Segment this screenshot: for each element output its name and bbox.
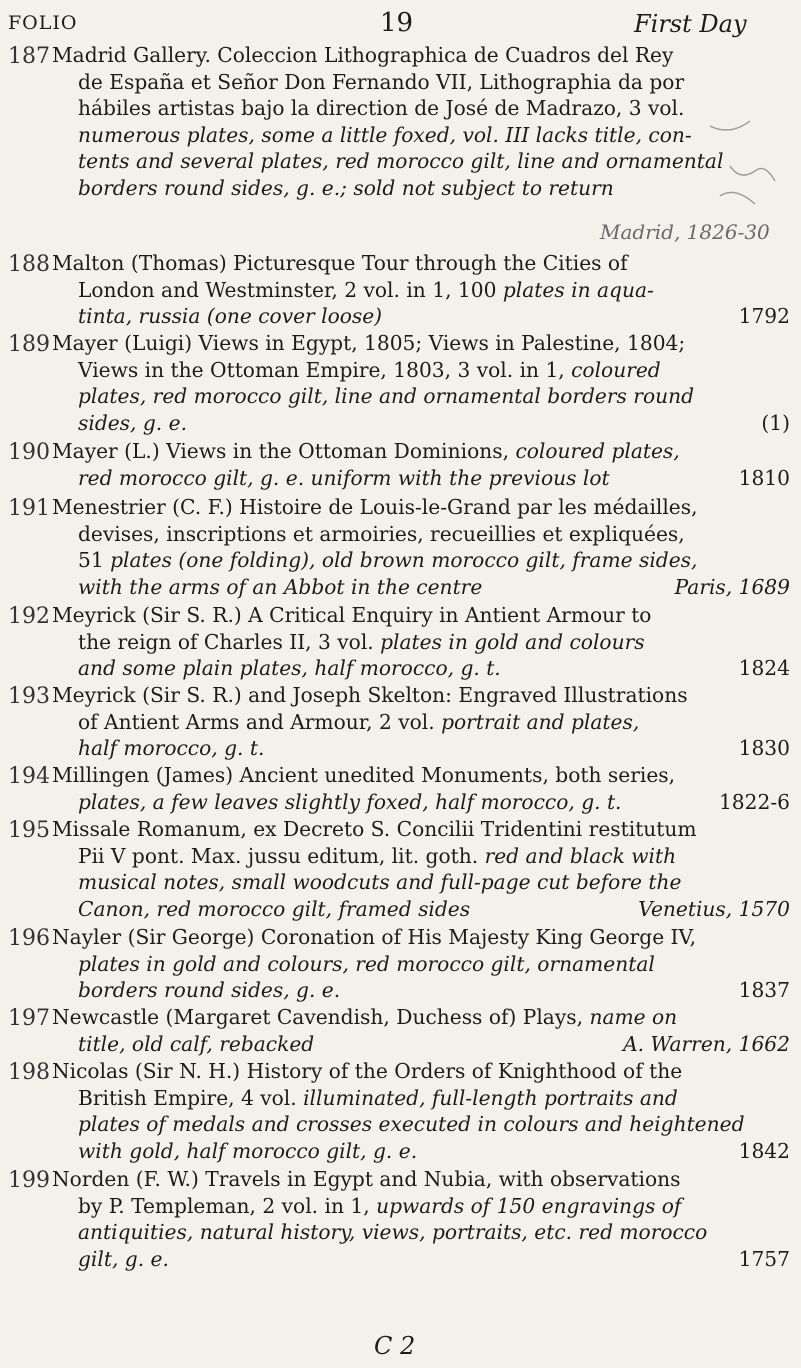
lot-imprint: Paris, 1689	[674, 574, 790, 599]
lot-description: Norden (F. W.) Travels in Egypt and Nubia, with observations by P. Templeman, 2 vol. in 1, upwards of 150 engravings of antiquities, natural history, views, portraits, etc. red morocco gilt, g. e. 1757	[52, 1167, 790, 1271]
page-number: 19	[380, 8, 414, 38]
lot-description: Madrid Gallery. Coleccion Lithographica de Cuadros del Rey de España et Señor Don Fernando VII, Lithographia da por hábiles artistas bajo la direction de José de Madrazo, 3 vol. numerous plates, some a little foxed, vol. III lacks title, con- tents and several plates, red morocco gilt, line and ornamental borders round sides, g. e.; sold not subject to return	[52, 43, 724, 200]
lot-description: Mayer (L.) Views in the Ottoman Dominions, coloured plates, red morocco gilt, g. e. uniform with the previous lot 1810	[52, 439, 790, 490]
handwritten-imprint: Madrid, 1826-30	[600, 220, 770, 244]
lot-number: 187	[8, 44, 50, 69]
lot-number: 198	[8, 1060, 50, 1085]
folio-label: FOLIO	[8, 12, 78, 34]
lot-number: 192	[8, 604, 50, 629]
page-header	[0, 8, 801, 38]
lot-date: 1792	[738, 304, 790, 328]
lot-date: 1757	[738, 1246, 790, 1271]
lot-description: Meyrick (Sir S. R.) A Critical Enquiry in Antient Armour to the reign of Charles II, 3 vol. plates in gold and colours and some plain plates, half morocco, g. t. 1824	[52, 603, 790, 680]
lot-date: (1)	[761, 410, 790, 435]
pencil-scribble-icon	[700, 106, 790, 246]
lot-description: Menestrier (C. F.) Histoire de Louis-le-Grand par les médailles, devises, inscriptions et armoiries, recueillies et expliquées, 51 plates (one folding), old brown morocco gilt, frame sides, with the arms of an Abbot in the centre Paris, 1689	[52, 495, 790, 599]
lot-date: 1842	[738, 1138, 790, 1163]
lot-date: 1830	[738, 736, 790, 760]
signature-mark: C 2	[374, 1332, 416, 1360]
lot-description: Malton (Thomas) Picturesque Tour through the Cities of London and Westminster, 2 vol. in 1, 100 plates in aqua- tinta, russia (one cover loose) 1792	[52, 251, 790, 328]
lot-description: Newcastle (Margaret Cavendish, Duchess of) Plays, name on title, old calf, rebacked A. Warren, 1662	[52, 1005, 790, 1056]
lot-date: 1810	[738, 465, 790, 490]
lot-description: Nayler (Sir George) Coronation of His Majesty King George IV, plates in gold and colours, red morocco gilt, ornamental borders round sides, g. e. 1837	[52, 925, 790, 1002]
lot-number: 193	[8, 684, 50, 709]
lot-date: 1822-6	[718, 789, 790, 814]
lot-number: 195	[8, 818, 50, 843]
lot-number: 194	[8, 764, 50, 789]
lot-number: 190	[8, 440, 50, 465]
lot-description: Nicolas (Sir N. H.) History of the Orders of Knighthood of the British Empire, 4 vol. illuminated, full-length portraits and plates of medals and crosses executed in colours and heightened with gold, half morocco gilt, g. e. 1842	[52, 1059, 790, 1163]
lot-number: 199	[8, 1168, 50, 1193]
lot-date: 1824	[738, 656, 790, 680]
lot-date: 1837	[738, 978, 790, 1002]
lot-imprint: A. Warren, 1662	[623, 1031, 790, 1056]
lot-number: 196	[8, 926, 50, 951]
lot-number: 189	[8, 332, 50, 357]
lot-description: Meyrick (Sir S. R.) and Joseph Skelton: Engraved Illustrations of Antient Arms and Armour, 2 vol. portrait and plates, half morocco, g. t. 1830	[52, 683, 790, 760]
day-label: First Day	[634, 10, 747, 38]
lot-number: 188	[8, 252, 50, 277]
lot-imprint: Venetius, 1570	[638, 896, 790, 921]
lot-number: 191	[8, 496, 50, 521]
lot-description: Missale Romanum, ex Decreto S. Concilii Tridentini restitutum Pii V pont. Max. jussu editum, lit. goth. red and black with musical notes, small woodcuts and full-page cut before the Canon, red morocco gilt, framed sides Venetius, 1570	[52, 817, 790, 921]
lot-description: Mayer (Luigi) Views in Egypt, 1805; Views in Palestine, 1804; Views in the Ottoman Empire, 1803, 3 vol. in 1, coloured plates, red morocco gilt, line and ornamental borders round sides, g. e. (1)	[52, 331, 790, 435]
lot-number: 197	[8, 1006, 50, 1031]
lot-description: Millingen (James) Ancient unedited Monuments, both series, plates, a few leaves slightly foxed, half morocco, g. t. 1822-6	[52, 763, 790, 814]
